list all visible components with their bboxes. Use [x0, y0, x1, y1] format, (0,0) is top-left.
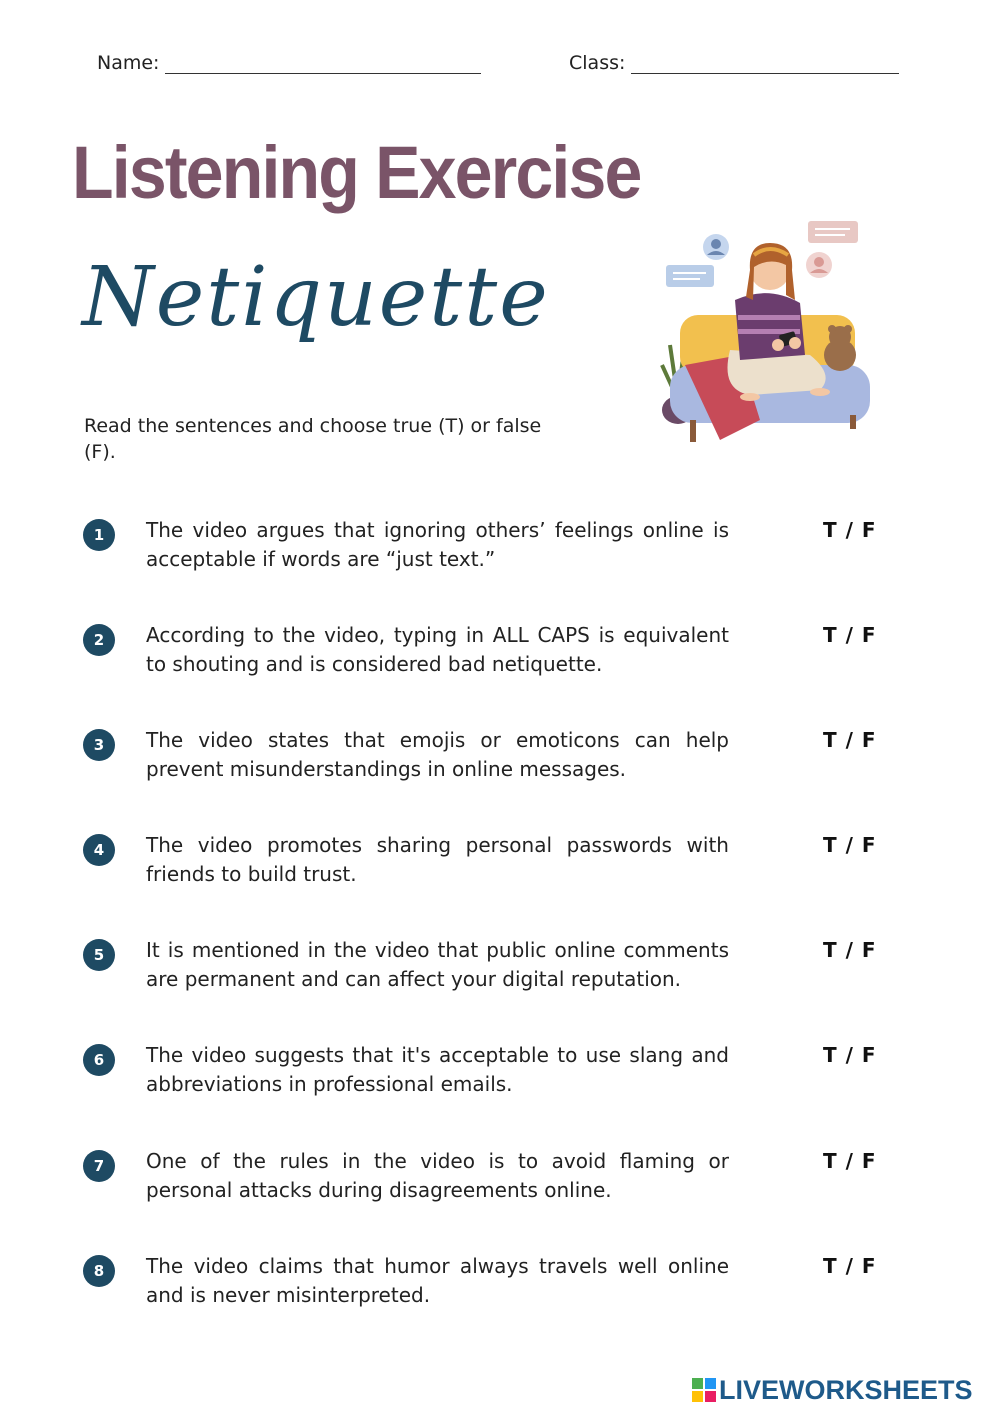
- question-number-badge: 2: [83, 624, 115, 656]
- true-false-choice[interactable]: T / F: [823, 1043, 877, 1067]
- name-field: [97, 52, 481, 74]
- true-false-choice[interactable]: T / F: [823, 1149, 877, 1173]
- page-title: Listening Exercise: [72, 131, 641, 214]
- logo-text: LIVEWORKSHEETS: [719, 1374, 973, 1405]
- question-text: The video suggests that it's acceptable to use slang and abbreviations in professional emails.: [146, 1043, 729, 1096]
- question-item: [83, 1147, 883, 1237]
- page-subtitle: Netiquette: [82, 250, 550, 345]
- true-false-choice[interactable]: T / F: [823, 833, 877, 857]
- question-text: The video promotes sharing personal passwords with friends to build trust.: [146, 833, 729, 886]
- instructions: Read the sentences and choose true (T) or false (F).: [84, 415, 542, 463]
- liveworksheets-logo[interactable]: [692, 1372, 973, 1408]
- question-number-badge: 1: [83, 519, 115, 551]
- question-text: The video argues that ignoring others’ feelings online is acceptable if words are “just text.”: [146, 518, 729, 571]
- question-text: The video states that emojis or emoticons can help prevent misunderstandings in online messages.: [146, 728, 729, 781]
- question-item: [83, 831, 883, 921]
- question-item: [83, 936, 883, 1026]
- question-item: [83, 726, 883, 816]
- class-field: [569, 52, 899, 74]
- true-false-choice[interactable]: T / F: [823, 938, 877, 962]
- true-false-choice[interactable]: T / F: [823, 623, 877, 647]
- question-number-badge: 6: [83, 1044, 115, 1076]
- question-number-badge: 3: [83, 729, 115, 761]
- liveworksheets-logo-icon: [692, 1378, 716, 1402]
- class-label: Class:: [569, 52, 626, 74]
- question-item: [83, 621, 883, 711]
- question-number-badge: 8: [83, 1255, 115, 1287]
- true-false-choice[interactable]: T / F: [823, 1254, 877, 1278]
- question-number-badge: 5: [83, 939, 115, 971]
- question-item: [83, 1252, 883, 1342]
- question-number-badge: 7: [83, 1150, 115, 1182]
- question-text: One of the rules in the video is to avoid flaming or personal attacks during disagreements online.: [146, 1149, 729, 1202]
- question-text: According to the video, typing in ALL CAPS is equivalent to shouting and is considered bad netiquette.: [146, 623, 729, 676]
- name-blank-line[interactable]: [165, 53, 481, 74]
- true-false-choice[interactable]: T / F: [823, 728, 877, 752]
- question-item: [83, 516, 883, 606]
- name-label: Name:: [97, 52, 160, 74]
- class-blank-line[interactable]: [631, 53, 899, 74]
- woman-on-sofa-with-phone-illustration: [650, 215, 880, 450]
- question-text: The video claims that humor always travels well online and is never misinterpreted.: [146, 1254, 729, 1307]
- question-text: It is mentioned in the video that public online comments are permanent and can affect your digital reputation.: [146, 938, 729, 991]
- question-number-badge: 4: [83, 834, 115, 866]
- true-false-choice[interactable]: T / F: [823, 518, 877, 542]
- question-item: [83, 1041, 883, 1131]
